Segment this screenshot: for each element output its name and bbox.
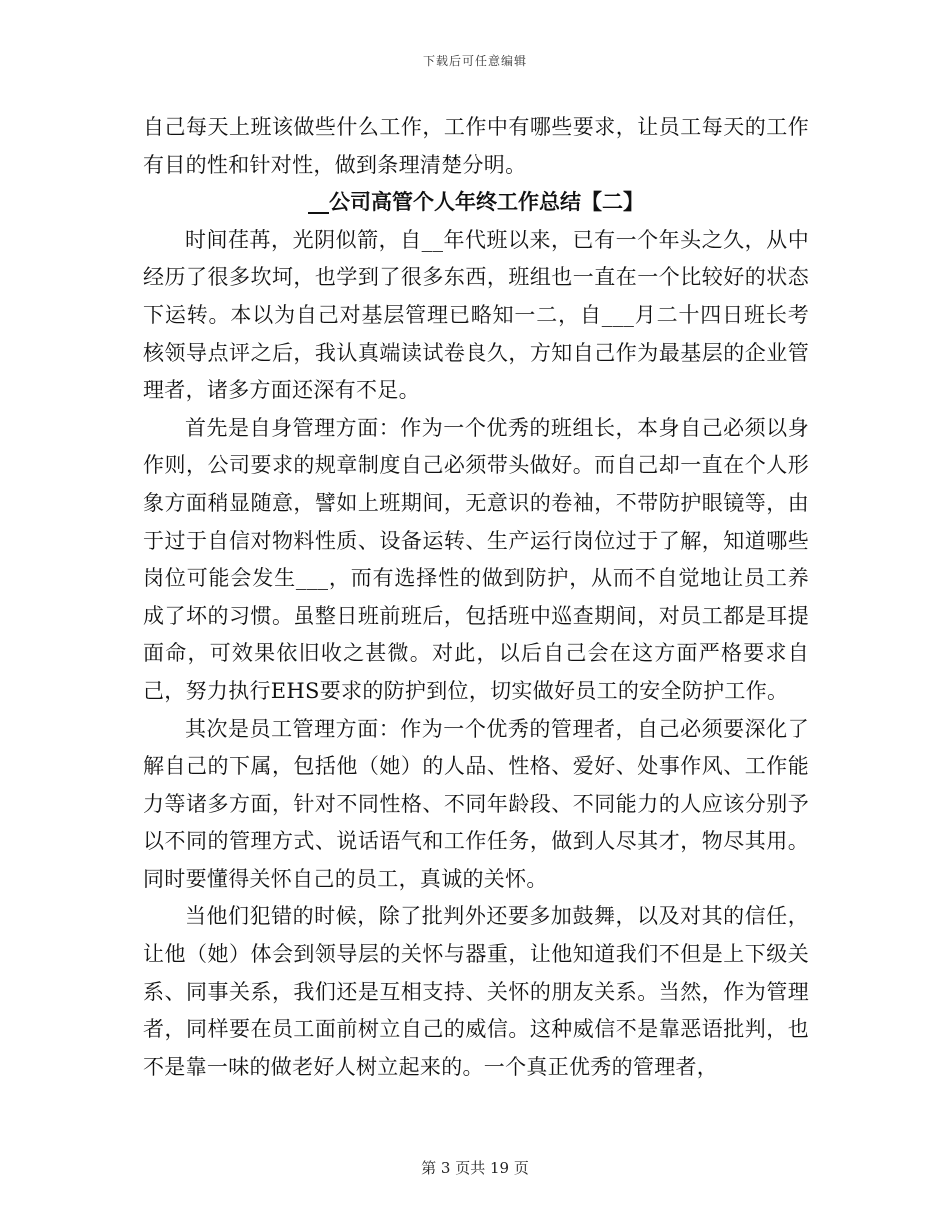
page-header-note: 下载后可任意编辑 <box>422 54 527 68</box>
paragraph-continuation: 自己每天上班该做些什么工作，工作中有哪些要求，让员工每天的工作有目的性和针对性，做到条理清楚分明。 <box>143 115 809 177</box>
paragraph-staff-management: 其次是员工管理方面：作为一个优秀的管理者，自己必须要深化了解自己的下属，包括他（她）的人品、性格、爱好、处事作风、工作能力等诸多方面，针对不同性格、不同年龄段、不同能力的人应该分别予以不同的管理方式、说话语气和工作任务，做到人尽其才，物尽其用。同时要懂得关怀自己的员工，真诚的关怀。 <box>143 716 809 891</box>
paragraph-self-management: 首先是自身管理方面：作为一个优秀的班组长，本身自己必须以身作则，公司要求的规章制度自己必须带头做好。而自己却一直在个人形象方面稍显随意，譬如上班期间，无意识的卷袖，不带防护眼镜等，由于过于自信对物料性质、设备运转、生产运行岗位过于了解，知道哪些岗位可能会发生___，而有选择性的做到防护，从而不自觉地让员工养成了坏的习惯。虽整日班前班后，包括班中巡查期间，对员工都是耳提面命，可效果依旧收之甚微。对此，以后自己会在这方面严格要求自己，努力执行EHS要求的防护到位，切实做好员工的安全防护工作。 <box>143 415 809 703</box>
paragraph-encouragement: 当他们犯错的时候，除了批判外还要多加鼓舞，以及对其的信任，让他（她）体会到领导层的关怀与器重，让他知道我们不但是上下级关系、同事关系，我们还是互相支持、关怀的朋友关系。当然，作为管理者，同样要在员工面前树立自己的威信。这种威信不是靠恶语批判，也不是靠一味的做老好人树立起来的。一个真正优秀的管理者， <box>143 904 809 1079</box>
page-number: 第 3 页共 19 页 <box>421 1159 529 1177</box>
paragraph-intro: 时间荏苒，光阴似箭，自__年代班以来，已有一个年头之久，从中经历了很多坎坷，也学到了很多东西，班组也一直在一个比较好的状态下运转。本以为自己对基层管理已略知一二，自___月二十四日班长考核领导点评之后，我认真端读试卷良久，方知自己作为最基层的企业管理者，诸多方面还深有不足。 <box>143 227 809 403</box>
document-body <box>143 109 809 1086</box>
section-heading: __公司高管个人年终工作总结【二】 <box>308 190 644 215</box>
